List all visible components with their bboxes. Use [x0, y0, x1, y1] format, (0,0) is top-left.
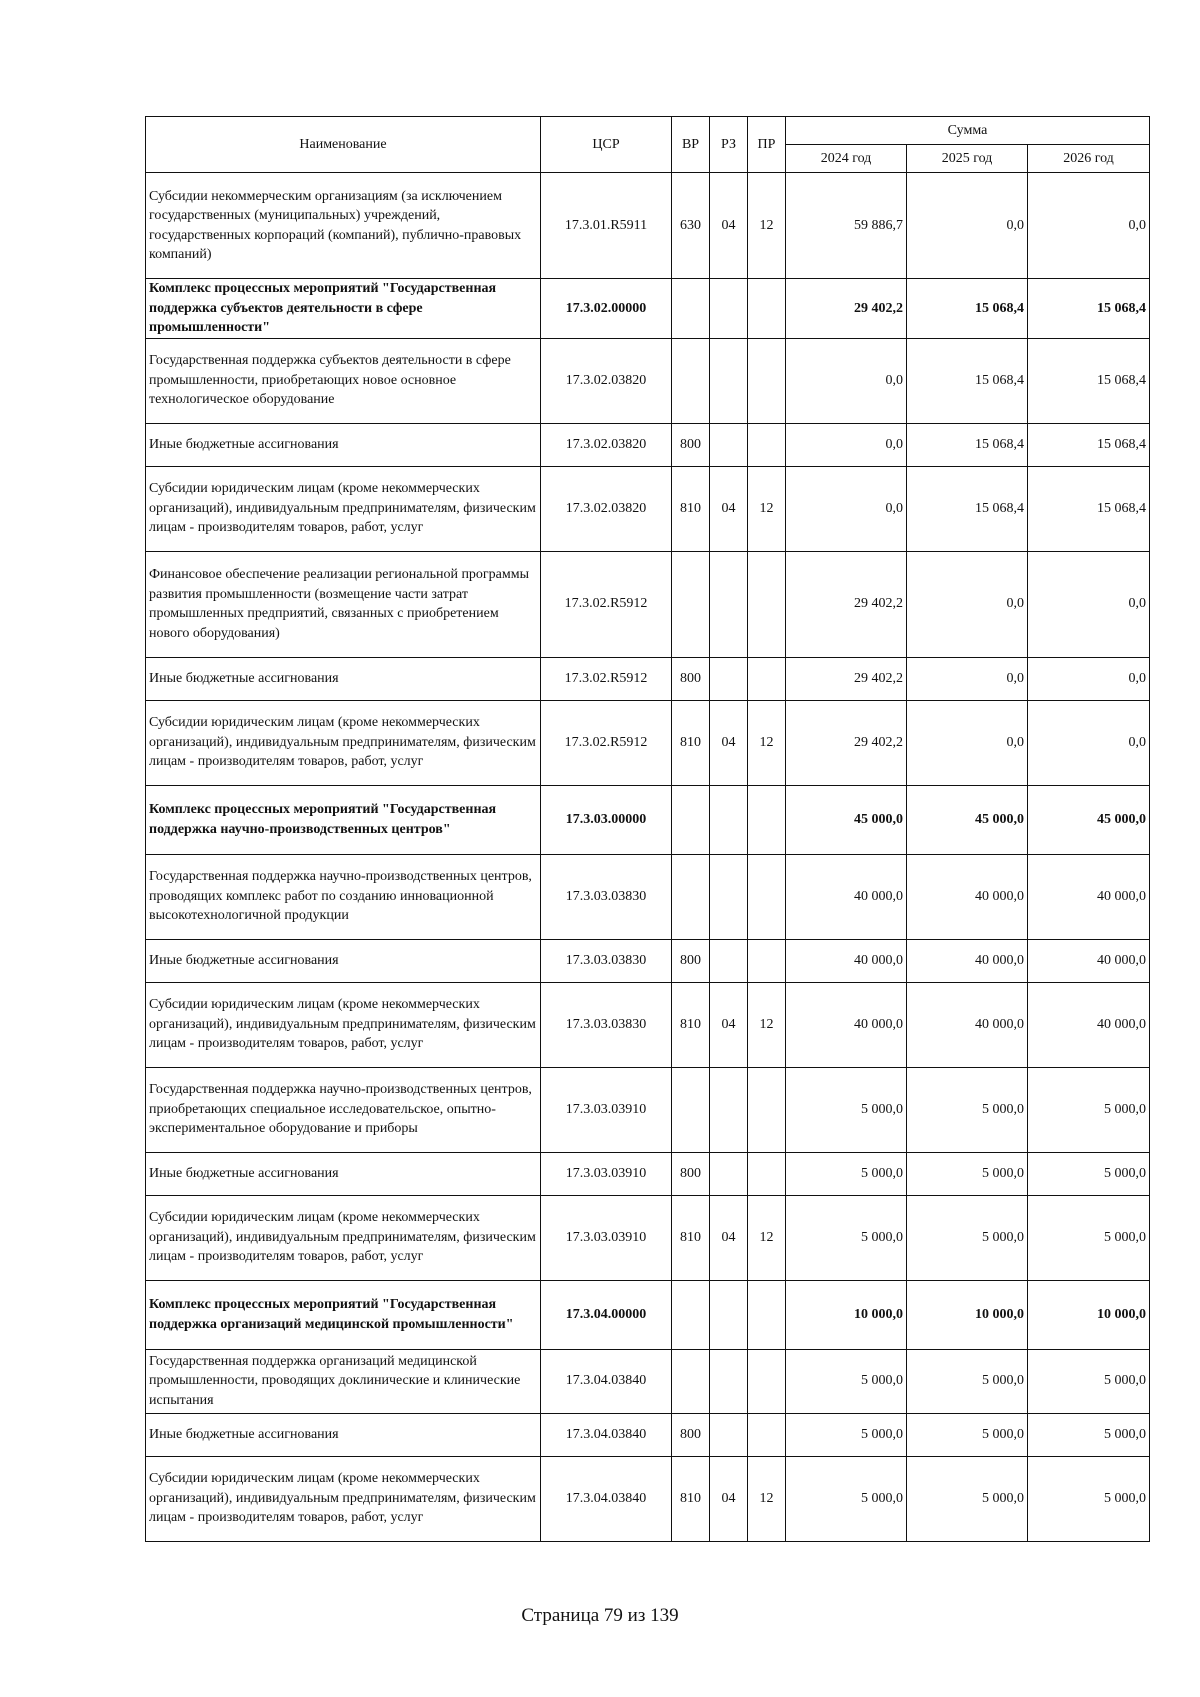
row-vr: 800	[672, 939, 710, 982]
row-name: Иные бюджетные ассигнования	[146, 939, 541, 982]
row-csr: 17.3.04.00000	[541, 1280, 672, 1349]
row-sum-2026: 15 068,4	[1028, 279, 1150, 339]
row-vr	[672, 785, 710, 854]
row-vr	[672, 1280, 710, 1349]
row-sum-2025: 40 000,0	[907, 939, 1028, 982]
row-pr: 12	[748, 982, 786, 1067]
row-sum-2026: 0,0	[1028, 700, 1150, 785]
row-sum-2025: 5 000,0	[907, 1456, 1028, 1541]
row-sum-2026: 0,0	[1028, 551, 1150, 657]
row-pr	[748, 1067, 786, 1152]
row-csr: 17.3.04.03840	[541, 1413, 672, 1456]
row-rz	[710, 1067, 748, 1152]
row-csr: 17.3.02.R5912	[541, 551, 672, 657]
table-body	[146, 173, 1150, 1542]
row-sum-2024: 5 000,0	[786, 1349, 907, 1413]
row-name: Государственная поддержка организаций медицинской промышленности, проводящих доклинические и клинические испытания	[146, 1349, 541, 1413]
table-row	[146, 279, 1150, 339]
row-vr: 800	[672, 657, 710, 700]
row-csr: 17.3.02.03820	[541, 466, 672, 551]
table-row	[146, 1456, 1150, 1541]
row-rz: 04	[710, 466, 748, 551]
row-vr: 810	[672, 700, 710, 785]
row-pr	[748, 338, 786, 423]
row-sum-2025: 0,0	[907, 173, 1028, 279]
row-sum-2026: 45 000,0	[1028, 785, 1150, 854]
row-sum-2026: 0,0	[1028, 173, 1150, 279]
row-csr: 17.3.02.03820	[541, 338, 672, 423]
header-name: Наименование	[146, 117, 541, 173]
header-csr: ЦСР	[541, 117, 672, 173]
row-vr: 630	[672, 173, 710, 279]
row-csr: 17.3.03.03830	[541, 854, 672, 939]
header-vr: ВР	[672, 117, 710, 173]
page-number: Страница 79 из 139	[521, 1605, 679, 1626]
row-sum-2026: 40 000,0	[1028, 982, 1150, 1067]
row-name: Иные бюджетные ассигнования	[146, 1152, 541, 1195]
row-name: Государственная поддержка научно-производственных центров, проводящих комплекс работ по созданию инновационной высокотехнологичной продукции	[146, 854, 541, 939]
row-vr	[672, 551, 710, 657]
header-pr: ПР	[748, 117, 786, 173]
row-pr	[748, 785, 786, 854]
row-sum-2024: 59 886,7	[786, 173, 907, 279]
table-row	[146, 785, 1150, 854]
row-pr: 12	[748, 466, 786, 551]
row-csr: 17.3.01.R5911	[541, 173, 672, 279]
row-name: Иные бюджетные ассигнования	[146, 657, 541, 700]
row-rz	[710, 1413, 748, 1456]
row-rz	[710, 423, 748, 466]
header-rz: РЗ	[710, 117, 748, 173]
row-sum-2024: 40 000,0	[786, 982, 907, 1067]
row-csr: 17.3.03.03910	[541, 1152, 672, 1195]
row-csr: 17.3.02.00000	[541, 279, 672, 339]
row-sum-2026: 5 000,0	[1028, 1413, 1150, 1456]
table-row	[146, 423, 1150, 466]
header-sum: Сумма	[786, 117, 1150, 145]
row-pr	[748, 423, 786, 466]
row-sum-2024: 5 000,0	[786, 1067, 907, 1152]
row-name: Иные бюджетные ассигнования	[146, 423, 541, 466]
row-rz: 04	[710, 982, 748, 1067]
table-row	[146, 338, 1150, 423]
header-2025: 2025 год	[907, 145, 1028, 173]
row-sum-2026: 15 068,4	[1028, 423, 1150, 466]
row-csr: 17.3.03.03830	[541, 982, 672, 1067]
row-vr: 810	[672, 466, 710, 551]
row-sum-2026: 0,0	[1028, 657, 1150, 700]
row-vr	[672, 854, 710, 939]
row-vr: 800	[672, 423, 710, 466]
row-sum-2026: 15 068,4	[1028, 466, 1150, 551]
row-sum-2025: 5 000,0	[907, 1349, 1028, 1413]
table-row	[146, 1413, 1150, 1456]
table-row	[146, 939, 1150, 982]
row-sum-2024: 29 402,2	[786, 657, 907, 700]
row-name: Субсидии некоммерческим организациям (за исключением государственных (муниципальных) учреждений, государственных корпораций (компаний), публично-правовых компаний)	[146, 173, 541, 279]
row-sum-2024: 29 402,2	[786, 700, 907, 785]
row-sum-2026: 5 000,0	[1028, 1349, 1150, 1413]
row-csr: 17.3.02.03820	[541, 423, 672, 466]
row-sum-2025: 5 000,0	[907, 1195, 1028, 1280]
row-sum-2024: 5 000,0	[786, 1413, 907, 1456]
row-name: Субсидии юридическим лицам (кроме некоммерческих организаций), индивидуальным предпринимателям, физическим лицам - производителям товаров, работ, услуг	[146, 1195, 541, 1280]
row-sum-2025: 40 000,0	[907, 854, 1028, 939]
row-rz: 04	[710, 1195, 748, 1280]
row-rz	[710, 551, 748, 657]
row-sum-2026: 40 000,0	[1028, 854, 1150, 939]
row-sum-2025: 15 068,4	[907, 466, 1028, 551]
row-name: Комплекс процессных мероприятий "Государственная поддержка научно-производственных центров"	[146, 785, 541, 854]
header-2024: 2024 год	[786, 145, 907, 173]
table-row	[146, 854, 1150, 939]
row-rz	[710, 785, 748, 854]
row-name: Государственная поддержка научно-производственных центров, приобретающих специальное исследовательское, опытно-экспериментальное оборудование и приборы	[146, 1067, 541, 1152]
row-name: Финансовое обеспечение реализации региональной программы развития промышленности (возмещение части затрат промышленных предприятий, связанных с приобретением нового оборудования)	[146, 551, 541, 657]
row-name: Субсидии юридическим лицам (кроме некоммерческих организаций), индивидуальным предпринимателям, физическим лицам - производителям товаров, работ, услуг	[146, 982, 541, 1067]
row-pr	[748, 939, 786, 982]
row-pr	[748, 1152, 786, 1195]
row-name: Субсидии юридическим лицам (кроме некоммерческих организаций), индивидуальным предпринимателям, физическим лицам - производителям товаров, работ, услуг	[146, 466, 541, 551]
row-csr: 17.3.02.R5912	[541, 657, 672, 700]
table-row	[146, 551, 1150, 657]
row-sum-2025: 5 000,0	[907, 1152, 1028, 1195]
row-sum-2025: 5 000,0	[907, 1413, 1028, 1456]
row-csr: 17.3.02.R5912	[541, 700, 672, 785]
row-sum-2025: 15 068,4	[907, 338, 1028, 423]
row-sum-2025: 40 000,0	[907, 982, 1028, 1067]
row-sum-2024: 10 000,0	[786, 1280, 907, 1349]
row-pr	[748, 551, 786, 657]
row-name: Комплекс процессных мероприятий "Государственная поддержка организаций медицинской промышленности"	[146, 1280, 541, 1349]
row-sum-2025: 10 000,0	[907, 1280, 1028, 1349]
row-vr: 800	[672, 1152, 710, 1195]
row-name: Комплекс процессных мероприятий "Государственная поддержка субъектов деятельности в сфере промышленности"	[146, 279, 541, 339]
row-sum-2024: 40 000,0	[786, 854, 907, 939]
row-pr	[748, 279, 786, 339]
row-name: Государственная поддержка субъектов деятельности в сфере промышленности, приобретающих новое основное технологическое оборудование	[146, 338, 541, 423]
row-pr	[748, 854, 786, 939]
row-rz	[710, 939, 748, 982]
row-csr: 17.3.03.03830	[541, 939, 672, 982]
row-rz: 04	[710, 1456, 748, 1541]
row-rz	[710, 657, 748, 700]
row-pr: 12	[748, 173, 786, 279]
row-sum-2026: 15 068,4	[1028, 338, 1150, 423]
table-row	[146, 466, 1150, 551]
row-vr: 810	[672, 1456, 710, 1541]
row-sum-2024: 0,0	[786, 466, 907, 551]
row-sum-2024: 29 402,2	[786, 279, 907, 339]
row-rz	[710, 1152, 748, 1195]
header-2026: 2026 год	[1028, 145, 1150, 173]
row-name: Иные бюджетные ассигнования	[146, 1413, 541, 1456]
table-row	[146, 1152, 1150, 1195]
row-vr	[672, 279, 710, 339]
row-sum-2024: 5 000,0	[786, 1195, 907, 1280]
row-csr: 17.3.03.03910	[541, 1067, 672, 1152]
row-name: Субсидии юридическим лицам (кроме некоммерческих организаций), индивидуальным предпринимателям, физическим лицам - производителям товаров, работ, услуг	[146, 700, 541, 785]
row-sum-2024: 29 402,2	[786, 551, 907, 657]
row-sum-2025: 0,0	[907, 551, 1028, 657]
row-vr	[672, 1349, 710, 1413]
row-csr: 17.3.04.03840	[541, 1349, 672, 1413]
row-pr	[748, 657, 786, 700]
table-row	[146, 657, 1150, 700]
table-row	[146, 1349, 1150, 1413]
row-rz	[710, 338, 748, 423]
row-sum-2024: 0,0	[786, 423, 907, 466]
budget-table	[145, 116, 1150, 1542]
row-sum-2024: 5 000,0	[786, 1456, 907, 1541]
row-pr: 12	[748, 1456, 786, 1541]
table-row	[146, 1195, 1150, 1280]
table-row	[146, 982, 1150, 1067]
row-name: Субсидии юридическим лицам (кроме некоммерческих организаций), индивидуальным предпринимателям, физическим лицам - производителям товаров, работ, услуг	[146, 1456, 541, 1541]
row-sum-2025: 15 068,4	[907, 279, 1028, 339]
row-rz	[710, 279, 748, 339]
row-pr	[748, 1413, 786, 1456]
row-sum-2024: 40 000,0	[786, 939, 907, 982]
row-sum-2026: 5 000,0	[1028, 1067, 1150, 1152]
row-rz: 04	[710, 173, 748, 279]
row-sum-2025: 5 000,0	[907, 1067, 1028, 1152]
row-csr: 17.3.03.03910	[541, 1195, 672, 1280]
row-pr	[748, 1349, 786, 1413]
row-vr	[672, 1067, 710, 1152]
row-sum-2024: 45 000,0	[786, 785, 907, 854]
row-csr: 17.3.04.03840	[541, 1456, 672, 1541]
table-row	[146, 1280, 1150, 1349]
row-pr: 12	[748, 1195, 786, 1280]
row-sum-2025: 45 000,0	[907, 785, 1028, 854]
row-rz	[710, 1280, 748, 1349]
row-sum-2025: 0,0	[907, 657, 1028, 700]
row-sum-2025: 0,0	[907, 700, 1028, 785]
table-row	[146, 700, 1150, 785]
row-vr: 800	[672, 1413, 710, 1456]
row-sum-2026: 5 000,0	[1028, 1456, 1150, 1541]
row-sum-2024: 5 000,0	[786, 1152, 907, 1195]
row-sum-2026: 5 000,0	[1028, 1152, 1150, 1195]
table-row	[146, 1067, 1150, 1152]
row-sum-2026: 5 000,0	[1028, 1195, 1150, 1280]
row-sum-2025: 15 068,4	[907, 423, 1028, 466]
table-row	[146, 173, 1150, 279]
row-vr: 810	[672, 1195, 710, 1280]
row-sum-2026: 40 000,0	[1028, 939, 1150, 982]
row-sum-2024: 0,0	[786, 338, 907, 423]
row-rz	[710, 1349, 748, 1413]
row-csr: 17.3.03.00000	[541, 785, 672, 854]
row-rz: 04	[710, 700, 748, 785]
row-pr: 12	[748, 700, 786, 785]
row-vr	[672, 338, 710, 423]
row-sum-2026: 10 000,0	[1028, 1280, 1150, 1349]
row-vr: 810	[672, 982, 710, 1067]
row-rz	[710, 854, 748, 939]
row-pr	[748, 1280, 786, 1349]
